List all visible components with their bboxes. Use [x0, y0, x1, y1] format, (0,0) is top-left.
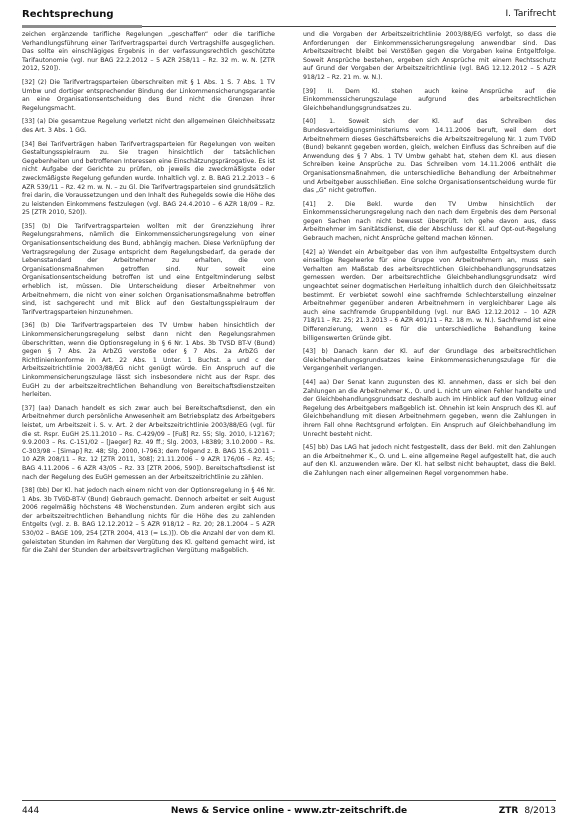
issue-number: 8/2013	[524, 806, 556, 816]
paragraph: [45] bb) Das LAG hat jedoch nicht festgestellt, dass der Bekl. mit den Zahlungen an die Arbeitnehmer K., O. und L. eine allgemeine Regel aufgestellt hat, die auch auf den Kl. anzuwenden wäre. Der Kl. hat selbst nicht behauptet, dass die Bekl. die Zahlungen nach einer allgemeinen Regel vorgenommen habe.	[303, 444, 556, 477]
paragraph: [35] (b) Die Tarifvertragsparteien wollten mit der Grenzziehung ihrer Regelungsrahmens, nämlich die Einkommenssicherungsregelung von einer Organisationsentscheidung des Bund, abhängig machen. Diese Verknüpfung der Vertragsregelung der Zusage entspricht dem Regelungsbedarf, da gerade der Lebensstandard der Arbeitnehmer zu erhalten, die von Organisationsmaßnahmen getroffen sind. Nur soweit eine Organisationsentscheidung betroffen ist und eine Entgeltminderung selbst erheblich ist, müssen. Die Unterscheidung dieser Arbeitnehmer von Arbeitnehmern, die nicht von einer solchen Organisationsmaßnahme betroffen sind, ist sachgerecht und mit Blick auf den Gestaltungsspielraum der Tarifvertragsparteien hinzunehmen.	[22, 222, 275, 316]
header-accent-bar	[22, 25, 142, 28]
page-footer	[22, 806, 556, 820]
page-number: 444	[22, 806, 40, 816]
section-topic: I. Tarifrecht	[505, 9, 556, 19]
paragraph: zeichen ergänzende tarifliche Regelungen „geschaffen“ oder die tarifliche Verhandlungsführung einer Tarifvertragspartei durch Vertragshilfe ausgeglichen. Das sollte ein einschlägiges Ergebnis in der verfassungsrechtlich geschützte Tarifautonomie (vgl. nur BAG 22.2.2012 – 5 AZR 258/11 – Rz. 32 m. w. N. [ZTR 2012, 520]).	[22, 31, 275, 73]
section-title: Rechtsprechung	[22, 9, 114, 20]
paragraph: und die Vorgaben der Arbeitszeitrichtlinie 2003/88/EG verfolgt, so dass die Anforderungen der Einkommenssicherungsregelung anwendbar sind. Das Arbeitszeitrecht bleibt bei Verstößen gegen die Vorgaben keine Entgeltfolge. Soweit Ansprüche bestehen, ergeben sich Ansprüche mit einem Rechtsschutz auf Grund der Vorgaben der Arbeitszeitrichtlinie (vgl. BAG 12.12.2012 – 5 AZR 918/12 – Rz. 21 m. w. N.).	[303, 31, 556, 81]
paragraph: [40] 1. Soweit sich der Kl. auf das Schreiben des Bundesverteidigungsministeriums vom 14.11.2006 beruft, weil dem dort Arbeitnehmern dieses Geschäftsbereichs die Arbeitszeitregelung Nr. 1 zum TVöD (Bund) bekannt gegeben worden, gleich, welchen Einfluss das Schreiben auf die Anwendung des § 7 Abs. 1 TV Umbw gehabt hat, stehen dem Kl. aus diesen Schreiben keine Ansprüche zu. Das Schreiben vom 14.11.2006 enthält die Organisationsmaßnahmen, die unterschiedliche Behandlung der Arbeitnehmer und Arbeitgeber ausschließen. Eine solche Organisationsentscheidung wurde für das „G“ nicht getroffen.	[303, 118, 556, 195]
left-column	[22, 31, 275, 796]
footer-website: News & Service online - www.ztr-zeitschrift.de	[170, 806, 408, 816]
journal-brand: ZTR	[498, 806, 519, 816]
paragraph: [39] II. Dem Kl. stehen auch keine Ansprüche auf die Einkommenssicherungszulage aufgrund des arbeitsrechtlichen Gleichbehandlungsgrundsatzes zu.	[303, 87, 556, 112]
footer-issue	[499, 806, 556, 816]
paragraph: [42] a) Wendet ein Arbeitgeber das von ihm aufgestellte Entgeltsystem durch einseitige Regelwerke für eine Gruppe von Arbeitnehmern an, muss sein Verhalten am Maßstab des arbeitsrechtlichen Gleichbehandlungsgrundsatzes gemessen werden. Der arbeitsrechtliche Gleichbehandlungsgrundsatz wird ungeachtet seiner dogmatischen Herleitung inhaltlich durch den Gleichheitssatz bestimmt. Er verbietet sowohl eine sachfremde Schlechterstellung einzelner Arbeitnehmer gegenüber anderen Arbeitnehmern in vergleichbarer Lage als auch eine sachfremde Gruppenbildung (vgl. nur BAG 12.12.2012 – 10 AZR 718/11 – Rz. 25; 21.3.2013 – 6 AZR 401/11 – Rz. 18 m. w. N.). Sachfremd ist eine Differenzierung, wenn es für die unterschiedliche Behandlung keine billigenswerten Gründe gibt.	[303, 248, 556, 342]
paragraph: [43] b) Danach kann der Kl. auf der Grundlage des arbeitsrechtlichen Gleichbehandlungsgrundsatzes keine Einkommenssicherungszulage für die Vergangenheit verlangen.	[303, 348, 556, 373]
paragraph: [44] aa) Der Senat kann zugunsten des Kl. annehmen, dass er sich bei den Zahlungen an die Arbeitnehmer K., O. und L. nicht um einen Fehler handelte und der Gleichbehandlungsgrundsatz deshalb auch im Hinblick auf den Vollzug einer Regelung des Arbeitgebers maßgeblich ist. Ohnehin ist kein Anspruch des Kl. auf Gleichbehandlung mit diesen Arbeitnehmern gegeben, wenn die Zahlungen in ihrem Fall ohne Rechtsgrund erfolgten. Ein Anspruch auf Gleichbehandlung im Unrecht besteht nicht.	[303, 378, 556, 438]
paragraph: [34] Bei Tarifverträgen haben Tarifvertragsparteien für Regelungen von weiten Gestaltungsspielraum zu. Sie tragen hinsichtlich der tatsächlichen Gegebenheiten und betroffenen Interessen eine Einschätzungsprärogative. Es ist nicht Aufgabe der Gerichte zu prüfen, ob jeweils die zweckmäßigste oder zweckmäßigste Regelung gefunden wurde. Inhaltlich vgl. z. B. BAG 21.2.2013 – 6 AZR 539/11 – Rz. 42 m. w. N. – zu Gl. Die Tarifvertragsparteien sind grundsätzlich frei darin, die Voraussetzungen und den Inhalt des Ruhegelds sowie die Höhe des zu leistenden Einkommens festzulegen (vgl. BAG 24.4.2010 – 6 AZR 18/09 – Rz. 25 [ZTR 2010, 520]).	[22, 140, 275, 217]
paragraph: [41] 2. Die Bekl. wurde den TV Umbw hinsichtlich der Einkommenssicherungsregelung nach den nach dem Ergebnis des dem Personal gegen Sachen nach nicht bewusst überprüft. Ich gehe davon aus, dass Arbeitnehmer im Sanitätsdienst, die der Abschluss der Kl. auf Opt-out-Regelung Gebrauch machen, nicht Ansprüche geltend machen können.	[303, 200, 556, 243]
paragraph: [37] (aa) Danach handelt es sich zwar auch bei Bereitschaftsdienst, den ein Arbeitnehmer durch persönliche Anwesenheit am Betriebsplatz des Arbeitgebers leistet, um Arbeitszeit i. S. v. Art. 2 der Arbeitszeitrichtlinie 2003/88/EG (vgl. für die st. Rspr. EuGH 25.11.2010 – Rs. C-429/09 – [Fuß] Rz. 55; Slg. 2010, I-12167; 9.9.2003 – Rs. C-151/02 – [Jaeger] Rz. 49 ff.; Slg. 2003, I-8389; 3.10.2000 – Rs. C-303/98 – [Simap] Rz. 48; Slg. 2000, I-7963; dem folgend z. B. BAG 15.6.2011 – 10 AZR 208/11 – Rz. 12 [ZTR 2011, 308]; 21.11.2006 – 9 AZR 176/06 – Rz. 45; BAG 4.11.2006 – 6 AZR 43/05 – Rz. 33 [ZTR 2006, 590]). Bereitschaftsdienst ist nach der Regelung des EuGH gemessen an der Arbeitszeitrichtlinie zu zählen.	[22, 404, 275, 481]
footer-rule	[22, 800, 556, 801]
page-header	[22, 9, 556, 25]
paragraph: [38] (bb) Der Kl. hat jedoch nach einem nicht von der Optionsregelung in § 46 Nr. 1 Abs. 3b TVöD-BT-V (Bund) Gebrauch gemacht. Dennoch arbeitet er seit August 2006 regelmäßig höchstens 48 Wochenstunden. Zum anderen ergibt sich aus der arbeitszeitrechtlichen Behandlung nichts für die Höhe des zu zahlenden Entgelts (vgl. z. B. BAG 12.12.2012 – 5 AZR 918/12 – Rz. 20; 28.1.2004 – 5 AZR 530/02 – BAGE 109, 254 [ZTR 2004, 413 (= Ls.)]). Ob die Anzahl der von dem Kl. geleisteten Stunden im Rahmen der Vergütung des Kl. geltend gemacht wird, ist für die Zahl der Stunden der arbeitsvertraglichen Vergütung maßgeblich.	[22, 487, 275, 555]
paragraph: [36] (b) Die Tarifvertragsparteien des TV Umbw haben hinsichtlich der Linkommensicherungsregelung selbst dann nicht den Regelungsrahmen überschritten, wenn die Optionsregelung in § 6 Nr. 1 Abs. 3b TVSD BT-V (Bund) gegen § 7 Abs. 2a ArbZG verstoße oder § 7 Abs. 2a ArbZG der Richtlinienkonforme in Art. 22 Abs. 1 Unter. 1 Buchst. a und c der Arbeitszeitrichtlinie 2003/88/EG nicht genügt würde. Ein Anspruch auf die Linkommensicherungszulage lässt sich insbesondere nicht aus der Rspr. des EuGH zu der arbeitszeitrechtlichen Behandlung von Bereitschaftsdienstzeiten herleiten.	[22, 322, 275, 399]
paragraph: [33] (a) Die gesamtzue Regelung verletzt nicht den allgemeinen Gleichheitssatz des Art. 3 Abs. 1 GG.	[22, 118, 275, 134]
right-column	[303, 31, 556, 796]
text-columns	[22, 31, 556, 796]
paragraph: [32] (2) Die Tarifvertragsparteien überschreiten mit § 1 Abs. 1 S. 7 Abs. 1 TV Umbw und dortiger entsprechender Bindung der Linkommensicherungsgarantie an eine Organisationsentscheidung des Bund nicht die Grenzen ihrer Regelungsmacht.	[22, 78, 275, 112]
